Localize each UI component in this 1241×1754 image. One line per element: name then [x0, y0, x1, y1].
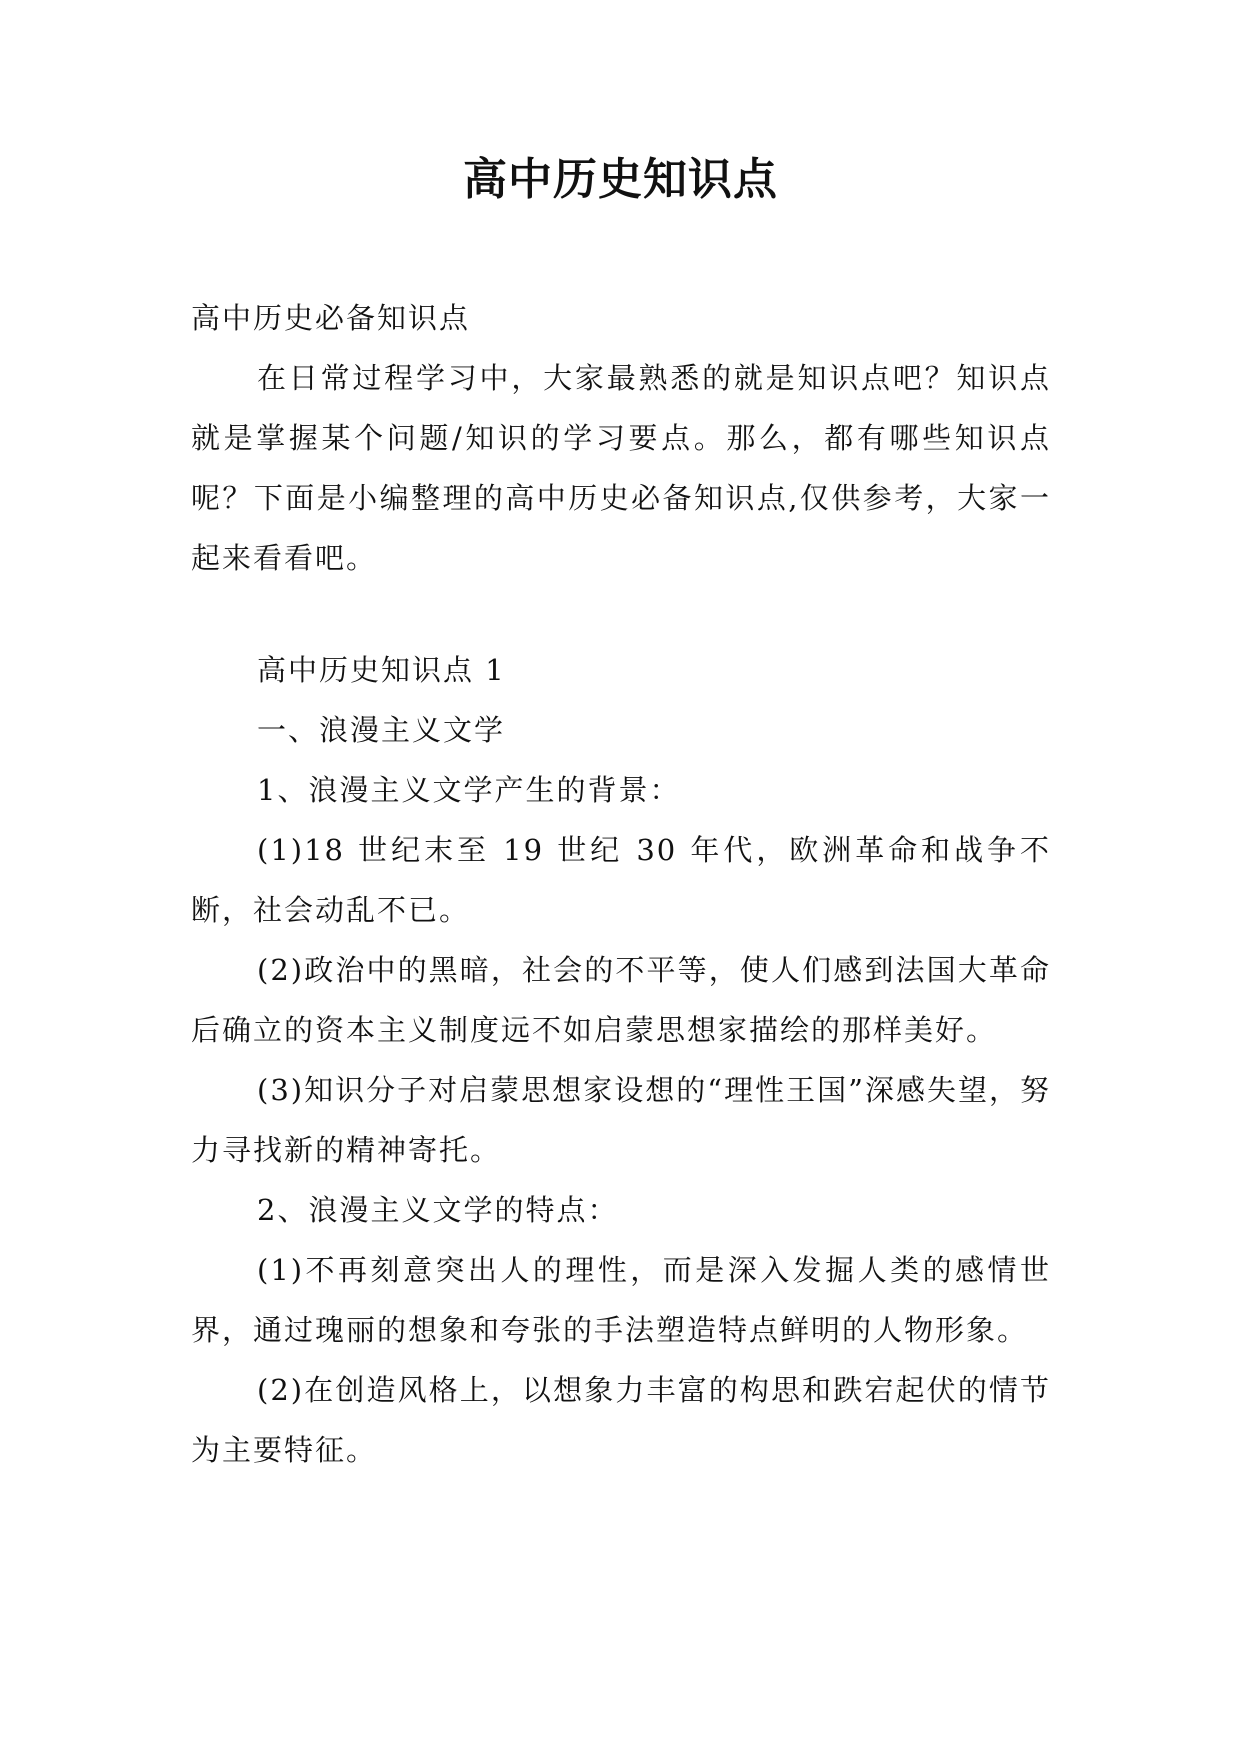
background-item-1: (1)18 世纪末至 19 世纪 30 年代，欧洲革命和战争不断，社会动乱不已。: [191, 833, 1051, 927]
feature-item-1: (1)不再刻意突出人的理性，而是深入发掘人类的感情世界，通过瑰丽的想象和夸张的手法塑造特点鲜明的人物形象。: [191, 1253, 1051, 1347]
subheading-background: 1、浪漫主义文学产生的背景：: [257, 773, 681, 807]
feature-item-2: (2)在创造风格上，以想象力丰富的构思和跌宕起伏的情节为主要特征。: [191, 1373, 1051, 1467]
background-item-3: (3)知识分子对启蒙思想家设想的“理性王国”深感失望，努力寻找新的精神寄托。: [191, 1073, 1051, 1167]
intro-paragraph: 在日常过程学习中，大家最熟悉的就是知识点吧？知识点就是掌握某个问题/知识的学习要点。那么，都有哪些知识点呢？下面是小编整理的高中历史必备知识点,仅供参考，大家一起来看看吧。: [191, 361, 1051, 575]
paragraph-gap: [191, 588, 1051, 640]
subtitle-line: 高中历史必备知识点: [191, 301, 471, 335]
background-item-2: (2)政治中的黑暗，社会的不平等，使人们感到法国大革命后确立的资本主义制度远不如启蒙思想家描绘的那样美好。: [191, 953, 1051, 1047]
subheading-features: 2、浪漫主义文学的特点：: [257, 1193, 619, 1227]
document-body: [191, 288, 1051, 1480]
document-title: 高中历史知识点: [463, 154, 778, 205]
section-heading: 一、浪漫主义文学: [257, 713, 506, 747]
section-title: 高中历史知识点 1: [257, 653, 506, 687]
